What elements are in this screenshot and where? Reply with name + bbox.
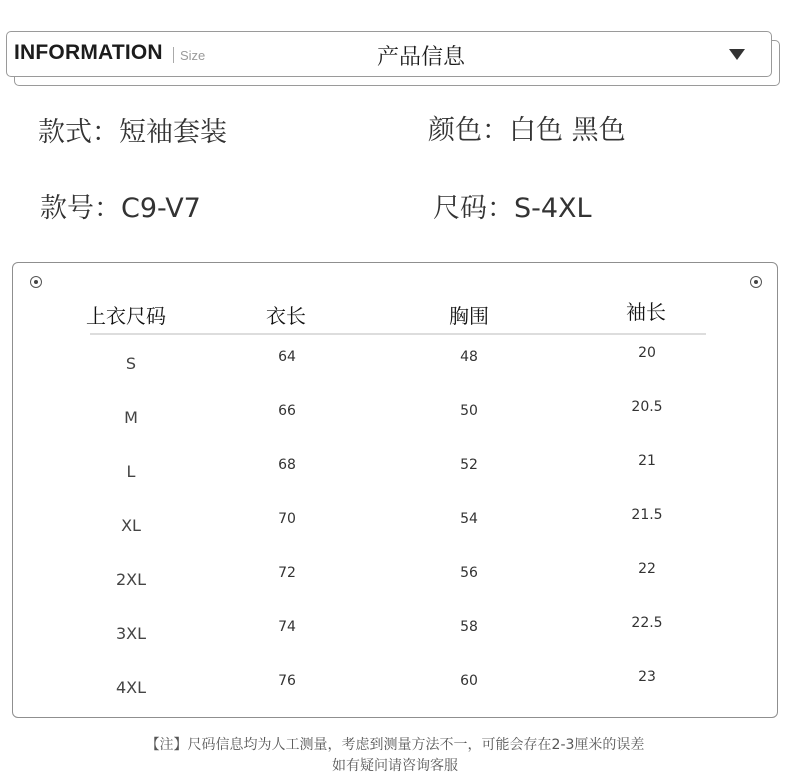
cell-length: 68 [278, 457, 296, 473]
cell-size: L [126, 462, 136, 481]
cell-length: 74 [278, 619, 296, 635]
cell-chest: 58 [460, 619, 478, 635]
cell-length: 64 [278, 349, 296, 365]
table-row [0, 345, 790, 379]
cell-size: 3XL [115, 624, 147, 643]
rivet-icon [750, 276, 762, 288]
cell-length: 66 [278, 403, 296, 419]
size-range-info: 尺码：S-4XL [433, 193, 592, 224]
cell-sleeve: 20 [638, 345, 656, 361]
col-header-sleeve: 袖长 [626, 300, 666, 324]
cell-sleeve: 21 [638, 453, 656, 469]
header-divider [173, 47, 174, 63]
color-info: 颜色：白色 黑色 [428, 115, 626, 146]
model-info: 款号：C9-V7 [40, 193, 201, 224]
cell-chest: 60 [460, 673, 478, 689]
cell-size: 4XL [115, 678, 147, 697]
header-divider-line [90, 333, 706, 335]
col-header-chest: 胸围 [449, 304, 489, 328]
cell-size: XL [121, 516, 141, 535]
measurement-note: 【注】尺码信息均为人工测量，考虑到测量方法不一，可能会存在2-3厘米的误差 [145, 737, 645, 753]
cell-sleeve: 23 [638, 669, 656, 685]
cell-chest: 50 [460, 403, 478, 419]
table-row [0, 669, 790, 703]
cell-size: S [125, 354, 137, 373]
table-row [0, 453, 790, 487]
size-table-card [12, 262, 778, 718]
contact-note: 如有疑问请咨询客服 [332, 758, 458, 774]
header-subtitle: Size [180, 48, 206, 63]
cell-size: 2XL [115, 570, 147, 589]
cell-chest: 56 [460, 565, 478, 581]
cell-sleeve: 20.5 [631, 399, 663, 415]
table-row [0, 561, 790, 595]
header-title: INFORMATION [14, 41, 163, 64]
col-header-size: 上衣尺码 [86, 304, 166, 328]
rivet-icon [30, 276, 42, 288]
cell-sleeve: 21.5 [631, 507, 663, 523]
col-header-length: 衣长 [266, 304, 306, 328]
cell-size: M [124, 408, 138, 427]
triangle-down-icon[interactable] [729, 49, 745, 60]
cell-sleeve: 22 [638, 561, 656, 577]
table-row [0, 399, 790, 433]
table-row [0, 507, 790, 541]
cell-chest: 54 [460, 511, 478, 527]
cell-chest: 52 [460, 457, 478, 473]
cell-length: 70 [278, 511, 296, 527]
style-info: 款式：短袖套装 [38, 117, 227, 148]
info-header-bar[interactable] [6, 31, 772, 77]
header-center-label: 产品信息 [377, 45, 466, 70]
table-row [0, 615, 790, 649]
cell-length: 72 [278, 565, 296, 581]
cell-length: 76 [278, 673, 296, 689]
cell-sleeve: 22.5 [631, 615, 663, 631]
cell-chest: 48 [460, 349, 478, 365]
